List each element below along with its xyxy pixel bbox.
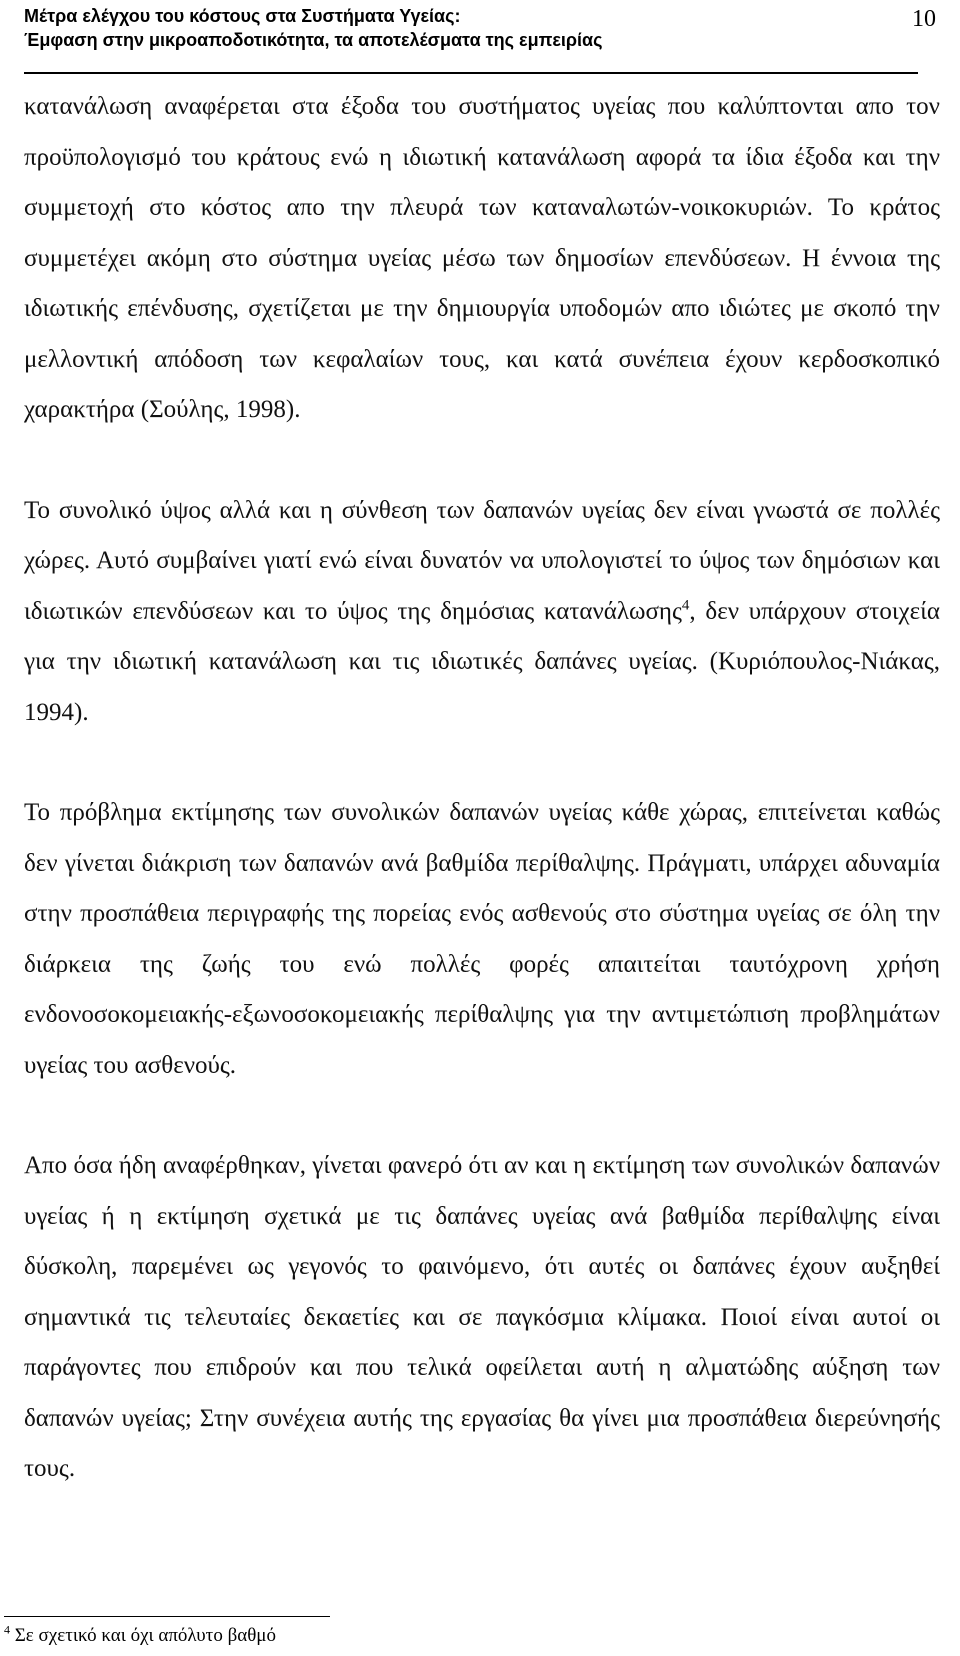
paragraph-3: Το πρόβλημα εκτίμησης των συνολικών δαπανών υγείας κάθε χώρας, επιτείνεται καθώς δεν γίνεται διάκριση των δαπανών ανά βαθμίδα περίθαλψης. Πράγματι, υπάρχει αδυναμία στην προσπάθεια περιγραφής της πορείας ενός ασθενούς στο σύστημα υγείας σε όλη την διάρκεια της ζωής του ενώ πολλές φορές απαιτείται ταυτόχρονη χρήση ενδονοσοκομειακής-εξωνοσοκομειακής περίθαλψης για την αντιμετώπιση προβλημάτων υγείας του ασθενούς.	[24, 799, 940, 1079]
header-title-line2: Έμφαση στην μικροαποδοτικότητα, τα αποτελέσματα της εμπειρίας	[24, 30, 603, 50]
paragraph-2	[24, 486, 958, 739]
paragraph-1: κατανάλωση αναφέρεται στα έξοδα του συστήματος υγείας που καλύπτονται απο τον προϋπολογισμό του κράτους ενώ η ιδιωτική κατανάλωση αφορά τα ίδια έξοδα και την συμμετοχή στο κόστος απο την πλευρά των καταναλωτών-νοικοκυριών. Το κράτος συμμετέχει ακόμη στο σύστημα υγείας μέσω των δημοσίων επενδύσεων. Η έννοια της ιδιωτικής επένδυσης, σχετίζεται με την δημιουργία υποδομών απο ιδιώτες με σκοπό την μελλοντική απόδοση των κεφαλαίων τους, και κατά συνέπεια έχουν κερδοσκοπικό χαρακτήρα (Σούλης, 1998).	[24, 93, 940, 423]
footnote-divider	[4, 1616, 330, 1617]
paragraph-2-text-b: , δεν υπάρχουν στοιχεία για την ιδιωτική κατανάλωση και τις ιδιωτικές δαπάνες υγείας. (Κυριόπουλος-Νιάκας, 1994).	[24, 597, 940, 726]
running-header	[24, 4, 936, 74]
footnote-number: 4	[4, 1622, 10, 1637]
footnote-text: Σε σχετικό και όχι απόλυτο βαθμό	[14, 1625, 276, 1646]
paragraph-4: Απο όσα ήδη αναφέρθηκαν, γίνεται φανερό ότι αν και η εκτίμηση των συνολικών δαπανών υγείας ή η εκτίμηση σχετικά με τις δαπάνες υγείας ανά βαθμίδα περίθαλψης είναι δύσκολη, παρεμένει ως γεγονός το φαινόμενο, ότι αυτές οι δαπάνες έχουν αυξηθεί σημαντικά τις τελευταίες δεκαετίες και σε παγκόσμια κλίμακα. Ποιοί είναι αυτοί οι παράγοντες που επιδρούν και που τελικά οφείλεται αυτή η αλματώδης αύξηση των δαπανών υγείας; Στην συνέχεια αυτής της εργασίας θα γίνει μια προσπάθεια διερεύνησής τους.	[24, 1152, 940, 1482]
header-title-line1: Μέτρα ελέγχου του κόστους στα Συστήματα Υγείας:	[24, 6, 461, 26]
page-number: 10	[912, 6, 936, 32]
footnote	[4, 1624, 276, 1648]
header-divider	[24, 72, 918, 74]
footnote-reference: 4	[681, 597, 690, 614]
body-text	[24, 82, 958, 1495]
paragraph-2-text-a: Το συνολικό ύψος αλλά και η σύνθεση των δαπανών υγείας δεν είναι γνωστά σε πολλές χώρες. Αυτό συμβαίνει γιατί ενώ είναι δυνατόν να υπολογιστεί το ύψος των δημόσιων και ιδιωτικών επενδύσεων και το ύψος της δημόσιας κατανάλωσης	[24, 496, 940, 625]
